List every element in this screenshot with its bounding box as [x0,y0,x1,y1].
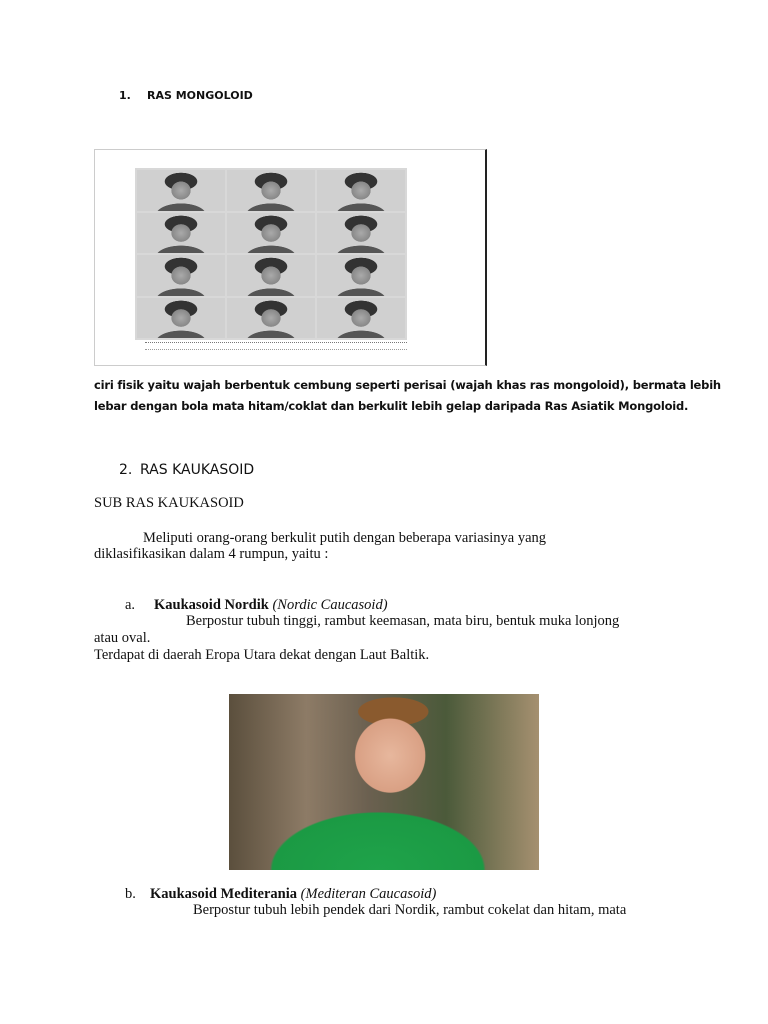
item-latin: (Nordic Caucasoid) [272,597,388,613]
nordic-person-photo [229,694,539,870]
item-letter: b. [125,886,136,902]
portrait [317,170,405,211]
portrait [137,213,225,254]
portrait [317,213,405,254]
item-name: Kaukasoid Mediterania [150,886,298,902]
image-caption-illegible [145,342,407,350]
subheading: SUB RAS KAUKASOID [94,495,244,511]
portrait [227,298,315,339]
portrait [227,170,315,211]
heading-number: 1. [119,89,131,102]
portrait [137,170,225,211]
portrait [317,298,405,339]
mongoloid-description-line: ciri fisik yaitu wajah berbentuk cembung seperti perisai (wajah khas ras mongoloid), bermata lebih [94,378,721,392]
portrait [227,213,315,254]
mongoloid-portraits-image [94,149,487,366]
item-latin: (Mediteran Caucasoid) [300,886,437,902]
heading-text: RAS MONGOLOID [147,89,253,102]
item-a-line: Terdapat di daerah Eropa Utara dekat dengan Laut Baltik. [94,647,430,663]
item-a-line: atau oval. [94,630,151,646]
portrait [137,255,225,296]
portrait [227,255,315,296]
item-b-line: Berpostur tubuh lebih pendek dari Nordik, rambut cokelat dan hitam, mata [193,902,627,918]
portrait [137,298,225,339]
item-name: Kaukasoid Nordik [154,597,269,613]
heading-text: RAS KAUKASOID [140,462,255,478]
heading-number: 2. [119,462,133,478]
item-letter: a. [125,597,136,613]
item-a-heading [125,597,388,614]
item-a-line: Berpostur tubuh tinggi, rambut keemasan, mata biru, bentuk muka lonjong [186,613,620,629]
intro-line: Meliputi orang-orang berkulit putih dengan beberapa variasinya yang [143,530,547,546]
item-b-heading [125,886,436,903]
mongoloid-description-line: lebar dengan bola mata hitam/coklat dan berkulit lebih gelap daripada Ras Asiatik Mongoloid. [94,399,689,413]
heading-ras-kaukasoid [119,462,254,478]
intro-line: diklasifikasikan dalam 4 rumpun, yaitu : [94,546,329,562]
heading-ras-mongoloid [119,89,253,102]
portrait [317,255,405,296]
